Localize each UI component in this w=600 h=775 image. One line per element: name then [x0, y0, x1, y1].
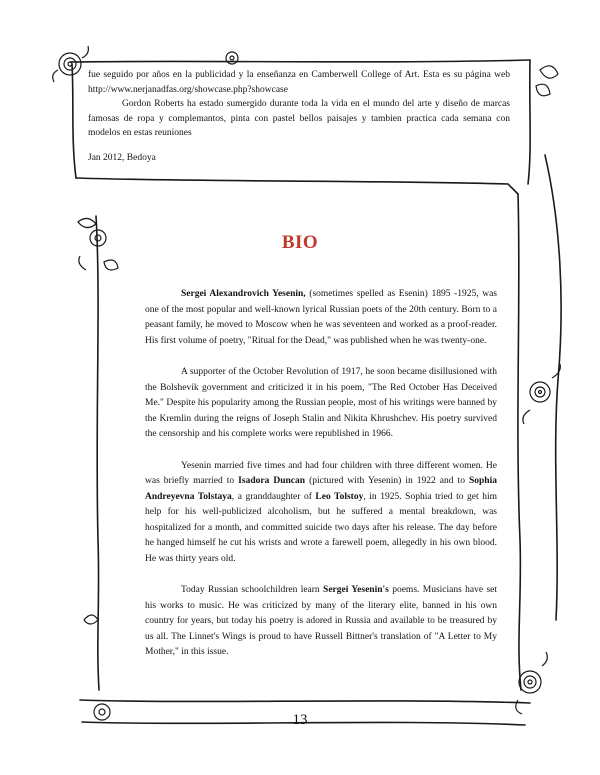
leaf-icon-top-right	[536, 66, 558, 96]
date-line: Jan 2012, Bedoya	[88, 152, 156, 163]
gordon-roberts-paragraph: Gordon Roberts ha estado sumergido durante toda la vida en el mundo del arte y diseño de marcas famosas de ropa y complemantos, pinta con pastel bellos paisajes y tambien practica cada semana con modelos en estas reuniones	[88, 99, 510, 138]
bold-name: Sergei Yesenin's	[323, 585, 389, 595]
rose-icon-right-vine	[523, 364, 560, 424]
bio-paragraph-4	[145, 583, 497, 661]
bold-name: Leo Tolstoy	[315, 491, 364, 502]
bold-name: Sergei Alexandrovich Yesenin,	[181, 289, 306, 299]
paragraph-text: , in 1925. Sophia tried to get him help for his well-publicized alcoholism, but he suffered a mental breakdown, was hospitalized for a month, and committed suicide two days after his release. The day before he hanged himself he cut his wrists and wrote a farewell poem, allegedly in his own blood. He was thirty years old.	[145, 491, 497, 564]
paragraph-text: (sometimes spelled as Esenin) 1895 -1925, was one of the most popular and well-known lyrical Russian poets of the 20th century. Born to a peasant family, he moved to Moscow when he was seventeen and worked as a proof-reader. His first volume of poetry, "Ritual for the Dead," was published when he was twenty-one.	[145, 289, 498, 346]
page-number: 13	[292, 712, 308, 728]
rose-icon-top-left	[53, 46, 89, 82]
paragraph-text: poems. Musicians have set his works to music. He was criticized by many of the literary elite, banned in his own country for years, but today his poetry is adored in Russia and available to be treasured by us all. The Linnet's Wings is proud to have Russell Bittner's translation of "A Letter to My Mother," in this issue.	[145, 585, 498, 657]
bold-name: Sophia Andreyevna Tolstaya	[145, 476, 497, 502]
continued-text-block	[88, 68, 510, 165]
bold-name: Isadora Duncan	[238, 476, 306, 486]
rose-icon-bottom-left	[84, 615, 110, 720]
paragraph-text: Yesenin married five times and had four children with three different women. He was briefly married to	[145, 460, 497, 486]
rose-icon-top-center	[226, 52, 238, 64]
paragraph-text: (pictured with Yesenin) in 1922 and to	[305, 476, 469, 486]
rose-icon-bottom-right	[516, 652, 548, 714]
continued-paragraph: fue seguido por años en la publicidad y la enseñanza en Camberwell College of Art. Esta es su página web http://www.nerjanadfas.org/showcase.php?showcase	[88, 70, 510, 95]
paragraph-text: , a granddaughter of	[231, 491, 316, 502]
bio-title: BIO	[281, 232, 319, 253]
paragraph-text: Today Russian schoolchildren learn	[181, 585, 324, 595]
bio-body	[145, 287, 497, 677]
bio-paragraph-1	[145, 287, 497, 349]
bio-paragraph-2: A supporter of the October Revolution of 1917, he soon became disillusioned with the Bolshevik government and criticized it in his poem, "The Red October Has Deceived Me." Despite his popularity among the Russian people, most of his writings were banned by the Kremlin during the reigns of Joseph Stalin and Nikita Khrushchev. His poetry survived the censorship and his complete works were republished in 1966.	[145, 367, 497, 439]
bio-paragraph-3	[145, 459, 497, 568]
